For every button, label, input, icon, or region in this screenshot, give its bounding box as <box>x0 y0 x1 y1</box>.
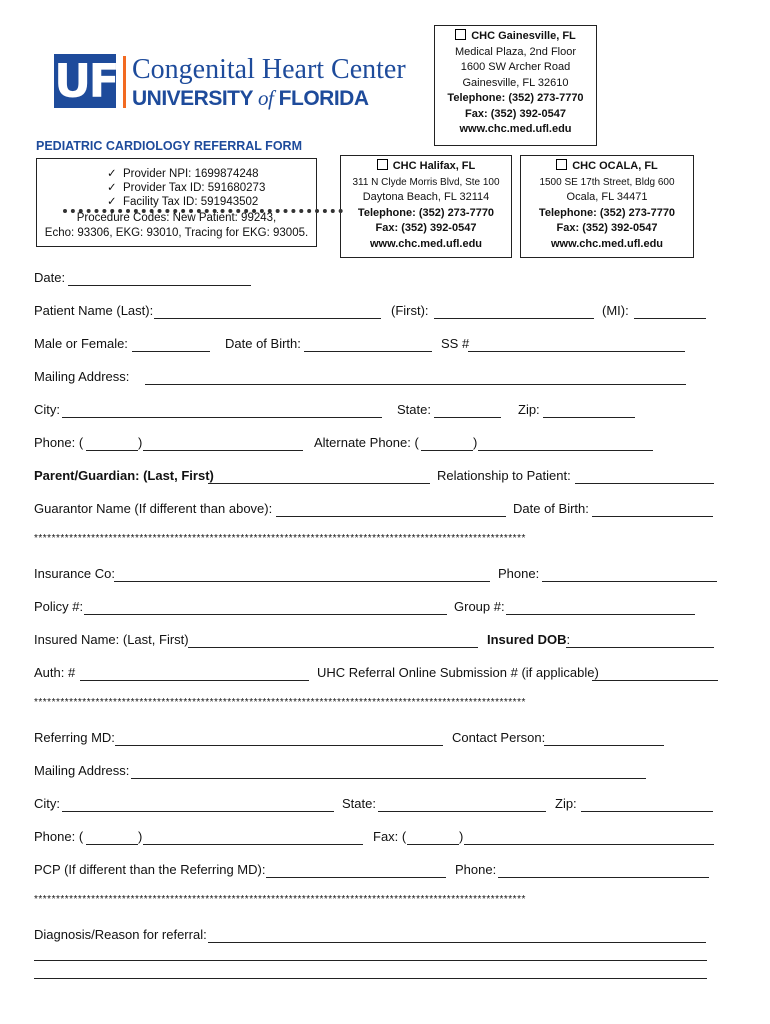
ss-label: SS # <box>441 336 470 351</box>
paren-close: ) <box>138 829 143 844</box>
alt-phone-number-field[interactable] <box>478 450 653 451</box>
halifax-fax: Fax: (352) 392-0547 <box>375 222 477 234</box>
uhc-label: UHC Referral Online Submission # (if applicable) <box>317 665 599 680</box>
separator: **************************************************************************************************************** <box>34 697 526 708</box>
check-icon: ✓ <box>107 168 117 180</box>
patient-first-label: (First): <box>391 303 429 318</box>
city-field[interactable] <box>62 417 382 418</box>
group-field[interactable] <box>506 614 695 615</box>
halifax-addr1: 311 N Clyde Morris Blvd, Ste 100 <box>352 176 500 188</box>
insurance-field[interactable] <box>114 581 490 582</box>
state2-label: State: <box>342 796 376 811</box>
gainesville-addr3: Gainesville, FL 32610 <box>462 76 569 89</box>
halifax-checkbox[interactable] <box>377 159 388 170</box>
gainesville-addr1: Medical Plaza, 2nd Floor <box>454 45 577 58</box>
pcp-phone-field[interactable] <box>498 877 709 878</box>
diagnosis-label: Diagnosis/Reason for referral: <box>34 927 207 942</box>
patient-first-field[interactable] <box>434 318 594 319</box>
form-title: PEDIATRIC CARDIOLOGY REFERRAL FORM <box>36 139 302 153</box>
relationship-label: Relationship to Patient: <box>437 468 571 483</box>
zip2-field[interactable] <box>581 811 713 812</box>
relationship-field[interactable] <box>575 483 714 484</box>
mailing-label: Mailing Address: <box>34 369 130 384</box>
gainesville-checkbox[interactable] <box>455 29 466 40</box>
procedure-codes-2: Echo: 93306, EKG: 93010, Tracing for EKG: 93005. <box>44 227 309 239</box>
dob-field[interactable] <box>304 351 432 352</box>
diagnosis-line-2[interactable] <box>34 960 707 961</box>
patient-mi-label: (MI): <box>602 303 629 318</box>
guardian-field[interactable] <box>208 483 430 484</box>
halifax-box: CHC Halifax, FL 311 N Clyde Morris Blvd, Ste 100 Daytona Beach, FL 32114 Telephone: (352) 273-7770 Fax: (352) 392-0547 www.chc.med.ufl.edu <box>340 155 512 258</box>
ocala-checkbox[interactable] <box>556 159 567 170</box>
sex-field[interactable] <box>132 351 210 352</box>
city2-label: City: <box>34 796 60 811</box>
diagnosis-line-3[interactable] <box>34 978 707 979</box>
uf-logo-mark: UF <box>54 54 117 108</box>
check-icon: ✓ <box>107 182 117 194</box>
phone2-label: Phone: ( <box>34 829 84 844</box>
halifax-addr2: Daytona Beach, FL 32114 <box>362 191 490 203</box>
fax-area-field[interactable] <box>407 844 459 845</box>
gainesville-box: CHC Gainesville, FL Medical Plaza, 2nd Floor 1600 SW Archer Road Gainesville, FL 32610 Telephone: (352) 273-7770 Fax: (352) 392-0547 www.chc.med.ufl.edu <box>434 25 597 146</box>
guardian-label: Parent/Guardian: (Last, First) <box>34 468 214 483</box>
auth-field[interactable] <box>80 680 309 681</box>
guarantor-dob-field[interactable] <box>592 516 713 517</box>
provider-npi: Provider NPI: 1699874248 <box>123 168 259 180</box>
ocala-addr1: 1500 SE 17th Street, Bldg 600 <box>539 176 675 188</box>
gainesville-web: www.chc.med.ufl.edu <box>459 123 572 135</box>
zip-label: Zip: <box>518 402 540 417</box>
insured-dob-field[interactable] <box>566 647 714 648</box>
separator: **************************************************************************************************************** <box>34 533 526 544</box>
uhc-field[interactable] <box>592 680 718 681</box>
auth-label: Auth: # <box>34 665 76 680</box>
paren-close: ) <box>473 435 478 450</box>
insured-name-field[interactable] <box>188 647 478 648</box>
pcp-phone-label: Phone: <box>455 862 497 877</box>
alt-phone-area-field[interactable] <box>421 450 473 451</box>
diagnosis-field[interactable] <box>208 942 706 943</box>
mailing2-label: Mailing Address: <box>34 763 130 778</box>
ss-field[interactable] <box>468 351 685 352</box>
sex-label: Male or Female: <box>34 336 128 351</box>
zip2-label: Zip: <box>555 796 577 811</box>
patient-last-field[interactable] <box>154 318 381 319</box>
check-icon: ✓ <box>107 196 117 208</box>
ocala-box: CHC OCALA, FL 1500 SE 17th Street, Bldg 600 Ocala, FL 34471 Telephone: (352) 273-7770 Fax: (352) 392-0547 www.chc.med.ufl.edu <box>520 155 694 258</box>
zip-field[interactable] <box>543 417 635 418</box>
state-label: State: <box>397 402 431 417</box>
phone2-area-field[interactable] <box>86 844 138 845</box>
phone-label: Phone: ( <box>34 435 84 450</box>
provider-info-box <box>36 158 317 247</box>
separator: **************************************************************************************************************** <box>34 894 526 905</box>
alt-phone-label: Alternate Phone: ( <box>314 435 419 450</box>
paren-close: ) <box>138 435 143 450</box>
logo-title: Congenital Heart Center <box>132 54 406 85</box>
contact-label: Contact Person: <box>452 730 546 745</box>
patient-last-label: Patient Name (Last): <box>34 303 154 318</box>
phone-area-field[interactable] <box>86 450 138 451</box>
provider-tax-id: Provider Tax ID: 591680273 <box>123 182 266 194</box>
ocala-web: www.chc.med.ufl.edu <box>550 237 664 250</box>
mailing-field[interactable] <box>145 384 686 385</box>
insurance-label: Insurance Co: <box>34 566 115 581</box>
referring-md-field[interactable] <box>115 745 443 746</box>
guarantor-label: Guarantor Name (If different than above): <box>34 501 273 516</box>
fax-label: Fax: ( <box>373 829 407 844</box>
mailing2-field[interactable] <box>131 778 646 779</box>
state2-field[interactable] <box>378 811 546 812</box>
insurance-phone-field[interactable] <box>542 581 717 582</box>
gainesville-addr2: 1600 SW Archer Road <box>460 61 571 73</box>
policy-label: Policy #: <box>34 599 84 614</box>
guarantor-dob-label: Date of Birth: <box>513 501 589 516</box>
dob-label: Date of Birth: <box>225 336 301 351</box>
date-field[interactable] <box>68 285 251 286</box>
halifax-tel: Telephone: (352) 273-7770 <box>357 206 495 219</box>
procedure-codes-1: Procedure Codes: New Patient: 99243, <box>76 212 277 224</box>
ocala-fax: Fax: (352) 392-0547 <box>556 222 658 234</box>
state-field[interactable] <box>434 417 501 418</box>
halifax-web: www.chc.med.ufl.edu <box>369 237 483 250</box>
ocala-addr2: Ocala, FL 34471 <box>566 191 648 203</box>
group-label: Group #: <box>454 599 505 614</box>
guarantor-field[interactable] <box>276 516 506 517</box>
insured-dob-label: Insured DOB: <box>487 632 571 647</box>
policy-field[interactable] <box>84 614 447 615</box>
paren-close: ) <box>459 829 464 844</box>
referring-md-label: Referring MD: <box>34 730 115 745</box>
patient-mi-field[interactable] <box>634 318 706 319</box>
logo-university: UNIVERSITY of FLORIDA <box>132 86 369 110</box>
city2-field[interactable] <box>62 811 334 812</box>
logo-divider <box>123 56 126 108</box>
insurance-phone-label: Phone: <box>498 566 540 581</box>
pcp-field[interactable] <box>266 877 446 878</box>
insured-name-label: Insured Name: (Last, First) <box>34 632 189 647</box>
date-label: Date: <box>34 270 66 285</box>
pcp-label: PCP (If different than the Referring MD): <box>34 862 266 877</box>
contact-field[interactable] <box>544 745 664 746</box>
city-label: City: <box>34 402 60 417</box>
ocala-tel: Telephone: (352) 273-7770 <box>538 206 676 219</box>
phone2-number-field[interactable] <box>143 844 363 845</box>
fax-number-field[interactable] <box>464 844 714 845</box>
gainesville-fax: Fax: (352) 392-0547 <box>465 107 566 120</box>
phone-number-field[interactable] <box>143 450 303 451</box>
gainesville-tel: Telephone: (352) 273-7770 <box>447 92 584 104</box>
facility-tax-id: Facility Tax ID: 591943502 <box>123 196 259 208</box>
